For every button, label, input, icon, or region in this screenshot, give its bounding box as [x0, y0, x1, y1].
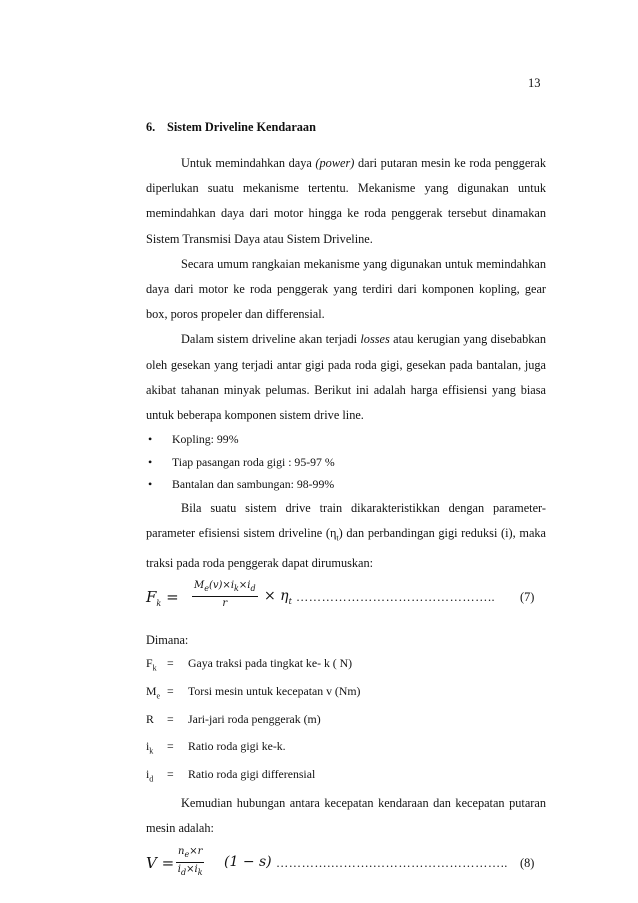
document-body	[146, 118, 546, 890]
eq7-number: (7)	[520, 589, 535, 604]
eq7-denominator: r	[222, 597, 228, 609]
eq7-efficiency-factor: × $\eta_t$	[264, 587, 292, 606]
list-item	[146, 451, 546, 474]
bullet-icon: •	[148, 477, 153, 492]
definition-symbol: $i_k$	[146, 739, 154, 756]
eq8-number: (8)	[520, 855, 535, 870]
bullet-icon: •	[148, 432, 153, 447]
definition-symbol: R	[146, 711, 154, 726]
list-item	[146, 473, 546, 496]
definition-description: Ratio roda gigi differensial	[188, 767, 316, 782]
definition-row	[146, 763, 546, 791]
definition-description: Jari-jari roda penggerak (m)	[188, 711, 321, 726]
equation-7	[146, 576, 546, 624]
definition-equals: =	[167, 683, 174, 698]
definition-equals: =	[167, 711, 174, 726]
para4-subscript: t	[336, 533, 339, 543]
para1-italic-power: (power)	[315, 156, 355, 170]
section-number: 6.	[146, 120, 156, 134]
list-item-text: Bantalan dan sambungan: 98-99%	[172, 477, 335, 492]
list-item-text: Kopling: 99%	[172, 432, 239, 447]
eq7-leader-dots: ………………………………………..	[296, 589, 496, 604]
list-item	[146, 428, 546, 451]
eq8-numerator: $n_e\times r$	[176, 845, 204, 863]
definition-symbol: $i_d$	[146, 767, 154, 784]
bullet-icon: •	[148, 454, 153, 469]
para3-text-b: atau kerugian yang disebabkan oleh gesekan yang terjadi antar gigi pada roda gigi, gesekan pada bantalan, juga akibat tahanan minyak pelumas. Berikut ini adalah harga effisiensi yang biasa untuk beberapa komponen sistem drive line.	[146, 332, 546, 423]
para1-text-b: dari putaran mesin ke roda penggerak diperlukan suatu mekanisme tertentu. Mekanisme yang digunakan untuk memindahkan daya dari motor hingga ke roda penggerak tersebut dinamakan Sistem Transmisi Daya atau Sistem Driveline.	[146, 156, 546, 246]
eq7-numerator: $M_e(v)\times i_k\times i_d$	[192, 579, 258, 597]
definitions-list	[146, 652, 546, 791]
definition-equals: =	[167, 767, 174, 782]
definition-description: Torsi mesin untuk kecepatan v (Nm)	[188, 683, 361, 698]
definition-equals: =	[167, 655, 174, 670]
eq7-lhs: $F_k$ =	[146, 587, 179, 608]
para1-text-a: Untuk memindahkan daya	[181, 156, 316, 170]
eq8-slip-factor: (1 − s)	[224, 853, 272, 870]
definition-row	[146, 708, 546, 736]
section-heading	[146, 118, 546, 137]
definition-row	[146, 735, 546, 763]
para4-text-a: Bila suatu sistem drive train dikarakteristikkan dengan parameter-parameter efisiensi sistem driveline (η	[146, 500, 546, 540]
eq7-fraction	[192, 579, 258, 610]
equation-8	[146, 842, 546, 890]
definition-symbol: $M_e$	[146, 683, 161, 701]
section-title: Sistem Driveline Kendaraan	[167, 120, 316, 134]
para3-text-a: Dalam sistem driveline akan terjadi	[181, 332, 361, 347]
page-number: 13	[528, 76, 541, 90]
definition-symbol: $F_k$	[146, 655, 157, 673]
definition-equals: =	[167, 739, 174, 754]
eq8-lhs: V =	[146, 853, 175, 872]
efficiency-list	[146, 428, 546, 496]
paragraph-5: Kemudian hubungan antara kecepatan kendaraan dan kecepatan putaran mesin adalah:	[146, 796, 546, 836]
definition-row	[146, 652, 546, 680]
definition-description: Ratio roda gigi ke-k.	[188, 739, 286, 754]
definition-description: Gaya traksi pada tingkat ke- k ( N)	[188, 655, 353, 670]
paragraph-2: Secara umum rangkaian mekanisme yang digunakan untuk memindahkan daya dari motor ke roda penggerak yang terdiri dari komponen kopling, gear box, poros propeler dan differensial.	[146, 256, 546, 322]
definitions-label: Dimana:	[146, 632, 189, 647]
eq8-leader-dots: ………….……….…………………………..	[276, 855, 508, 870]
list-item-text: Tiap pasangan roda gigi : 95-97 %	[172, 454, 335, 469]
para4-text-b: ) dan perbandingan gigi reduksi (i), maka traksi pada roda penggerak dapat dirumuskan:	[146, 525, 547, 570]
paragraph-4	[146, 496, 546, 576]
paragraph-3	[146, 327, 546, 428]
paragraph-1	[146, 151, 546, 252]
para3-italic-losses: losses	[360, 332, 390, 347]
eq8-fraction	[176, 845, 204, 879]
definition-row	[146, 680, 546, 708]
eq8-denominator: $i_d\times i_k$	[177, 863, 203, 877]
